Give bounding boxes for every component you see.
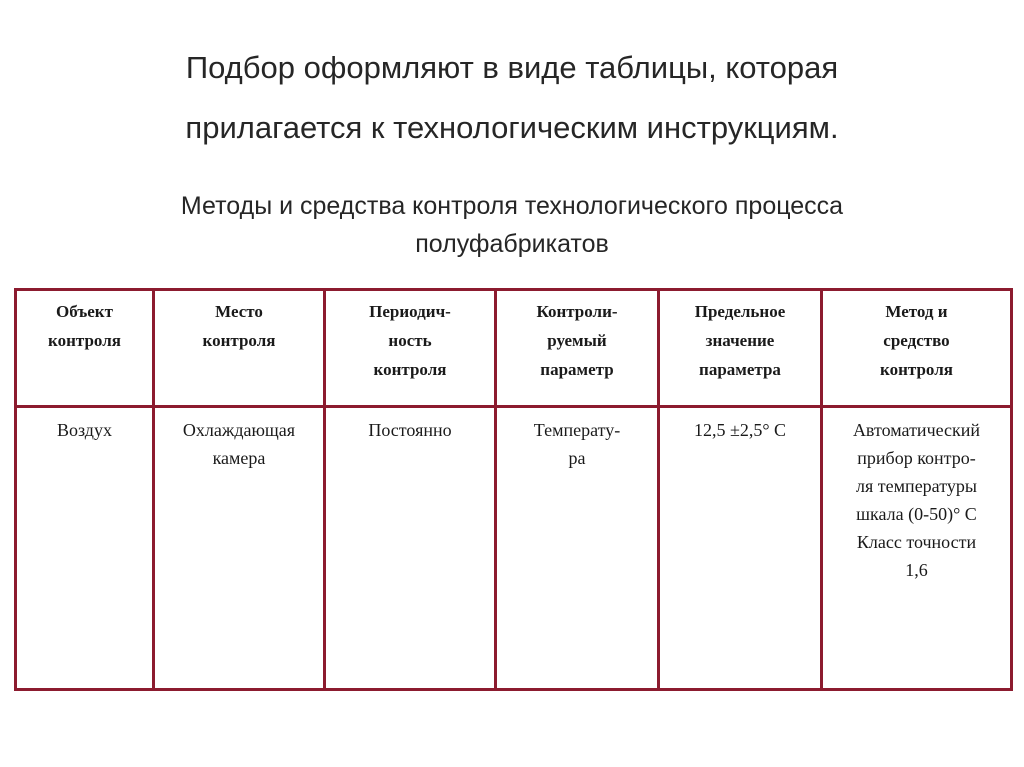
table-header-row (16, 290, 1012, 407)
cell-limit-value: 12,5 ±2,5° С (659, 407, 822, 690)
control-methods-table (14, 288, 1013, 691)
header-object: Объект контроля (16, 290, 154, 407)
cell-object: Воздух (16, 407, 154, 690)
cell-method: Автоматический прибор контро- ля температуры шкала (0-50)° С Класс точности 1,6 (822, 407, 1012, 690)
cell-frequency: Постоянно (325, 407, 496, 690)
table-row (16, 407, 1012, 690)
header-limit-value: Предельное значение параметра (659, 290, 822, 407)
slide-title-line-1: Подбор оформляют в виде таблицы, которая (185, 50, 839, 85)
header-method: Метод и средство контроля (822, 290, 1012, 407)
header-location: Место контроля (154, 290, 325, 407)
header-parameter: Контроли- руемый параметр (496, 290, 659, 407)
table-caption-line-2: полуфабрикатов (415, 230, 609, 258)
slide-title-line-2: прилагается к технологическим инструкциям. (185, 110, 839, 145)
cell-parameter: Температу- ра (496, 407, 659, 690)
table-caption (0, 187, 1024, 263)
table-caption-line-1: Методы и средства контроля технологического процесса (180, 192, 844, 220)
header-frequency: Периодич- ность контроля (325, 290, 496, 407)
slide-title (0, 38, 1024, 158)
cell-location: Охлаждающая камера (154, 407, 325, 690)
